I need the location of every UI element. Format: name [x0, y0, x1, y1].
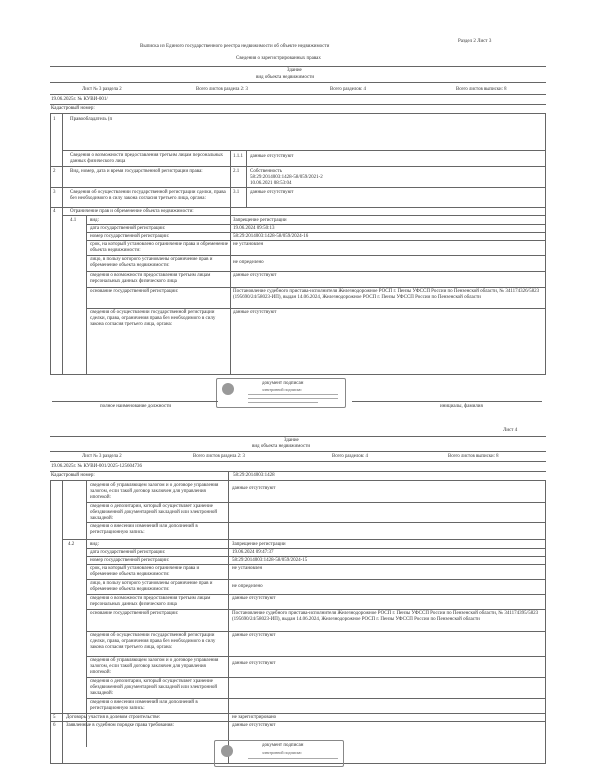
- restriction-label: основание государственной регистрации:: [90, 611, 179, 616]
- row-number: 1: [53, 117, 56, 122]
- row-subnumber: 3.1: [233, 190, 240, 195]
- restriction-label: сведения о депозитарии, который осуществляет хранение обездвиженной документарной закладной или электронной закладной:: [90, 679, 218, 696]
- restriction-subnumber: 4.2: [68, 542, 75, 547]
- sections-total: Всего разделов: 4: [332, 454, 368, 459]
- restriction-label: сведения об осуществлении государственной регистрации сделки, права, ограничения права без необходимого в силу закона согласия третьего лица, органа:: [90, 633, 216, 650]
- row-value: не зарегистрировано: [232, 715, 277, 720]
- restriction-subnumber: 4.1: [70, 218, 77, 223]
- restriction-value: 19.06.2024 09:50:13: [233, 226, 275, 231]
- restriction-label: номер государственной регистрации:: [90, 558, 170, 563]
- document-title: Выписка из Единого государственного реестра недвижимости об объекте недвижимости: [140, 44, 330, 49]
- restriction-value: не установлен: [233, 242, 264, 247]
- sheets-total: Всего листов выписки: 8: [456, 87, 507, 92]
- restriction-label: сведения о возможности предоставления третьим лицам персональных данных физического лица: [90, 596, 211, 607]
- restriction-label: вид:: [90, 542, 99, 547]
- sheets-total: Всего листов выписки: 8: [448, 454, 499, 459]
- restriction-value: Постановление судебного пристава-исполнителя Железнодорожное РОСП г. Пензы УФССП России по Пензенской области, № 341174395/5823 (195690/24/58023-ИП), выдан 14.06.2024, Железнодорожное РОСП г. Пензы УФССП России по Пензенской области: [232, 611, 539, 622]
- restriction-label: основание государственной регистрации:: [90, 289, 179, 294]
- stamp-subtitle: электронной подписью: [262, 387, 302, 392]
- row-subnumber: 1.1.1: [233, 154, 243, 159]
- row-label: Сведения об осуществлении государственной регистрации сделки, права без необходимого в силу закона согласия третьего лица, органа:: [70, 190, 226, 201]
- restriction-value: данные отсутствуют: [233, 273, 277, 278]
- cadastral-label: Кадастровый номер:: [51, 473, 95, 478]
- restriction-value: Запрещение регистрации: [233, 218, 287, 223]
- cadastral-label: Кадастровый номер:: [51, 106, 95, 111]
- row-value: данные отсутствуют: [232, 723, 276, 728]
- page-label: Раздел 2 Лист 3: [458, 39, 492, 44]
- stamp-title: документ подписан: [262, 743, 304, 748]
- restriction-value: Постановление судебного пристава-исполнителя Железнодорожное РОСП г. Пензы УФССП России по Пензенской области, № 341174326/5823 (195690/24/58023-ИП), выдан 14.06.2024, Железнодорожное РОСП г. Пензы УФССП России по Пензенской области: [233, 289, 540, 300]
- restriction-value: 58:29:2014003:1428-58/059/2024-15: [232, 558, 308, 563]
- row-number: 2: [53, 169, 56, 174]
- restriction-label: сведения о внесении изменений или дополнений в регистрационную запись:: [90, 700, 198, 711]
- row-subnumber: 2.1: [233, 169, 240, 174]
- section-title: Сведения о зарегистрированных правах: [236, 56, 321, 61]
- restriction-value: данные отсутствуют: [232, 596, 276, 601]
- object-kind-label: вид объекта недвижимости: [256, 75, 315, 80]
- restriction-label: сведения о возможности предоставления третьим лицам персональных данных физического лица: [90, 273, 211, 284]
- row-label: Правообладатель (п: [70, 117, 113, 122]
- restriction-label: сведения о депозитарии, который осуществляет хранение обездвиженной документарной закладной или электронной закладной:: [90, 504, 218, 521]
- extract-date-number: 19.06.2025г. № КУВИ-001/: [51, 97, 108, 102]
- row-number: 4: [53, 209, 56, 214]
- restriction-label: вид:: [90, 218, 99, 223]
- restriction-label: срок, на который установлено ограничение права и обременение объекта недвижимости:: [90, 566, 200, 577]
- sheets-in-section: Всего листов раздела 2: 3: [196, 87, 248, 92]
- sections-total: Всего разделов: 4: [330, 87, 366, 92]
- restriction-label: лицо, в пользу которого установлены ограничение прав и обременение объекта недвижимости:: [90, 257, 213, 268]
- sheets-in-section: Всего листов раздела 2: 3: [193, 454, 245, 459]
- restriction-value: не установлен: [232, 566, 263, 571]
- name-label: инициалы, фамилия: [440, 404, 483, 409]
- stamp-title: документ подписан: [262, 381, 304, 386]
- coat-of-arms-icon: [221, 745, 233, 757]
- object-type: Здание: [287, 68, 302, 73]
- restriction-value: 58:29:2014003:1428-58/059/2024-16: [233, 234, 309, 239]
- row-number: 5: [53, 715, 56, 720]
- restriction-label: срок, на который установлено ограничение права и обременение объекта недвижимости:: [90, 242, 228, 253]
- row-number: 6: [53, 723, 56, 728]
- coat-of-arms-icon: [222, 383, 234, 395]
- restriction-value: данные отсутствуют: [233, 310, 277, 315]
- sheet-label: Лист 4: [503, 428, 518, 433]
- row-label: Ограничение прав и обременение объекта недвижимости:: [70, 209, 194, 214]
- restriction-label: номер государственной регистрации:: [90, 234, 170, 239]
- restriction-value: не определено: [233, 260, 264, 265]
- restriction-label: лицо, в пользу которого установлены ограничение прав и обременение объекта недвижимости:: [90, 581, 213, 592]
- row-number: 3: [53, 190, 56, 195]
- row-value: данные отсутствуют: [250, 154, 294, 159]
- object-kind-label: вид объекта недвижимости: [252, 444, 311, 449]
- restriction-label: сведения о внесении изменений или дополнений в регистрационную запись:: [90, 524, 198, 535]
- restriction-label: сведения об управляющем залогом и о договоре управления залогом, если такой договор заключен для управления ипотекой:: [90, 483, 219, 500]
- extract-date-number: 19.06.2025г. № КУВИ-001/2025-125604736: [51, 464, 142, 469]
- position-label: полное наименование должности: [100, 404, 172, 409]
- restriction-value: Запрещение регистрации: [232, 542, 286, 547]
- row-label: Заявленные в судебном порядке права требования:: [66, 723, 174, 728]
- object-type: Здание: [284, 438, 299, 443]
- row-label: Сведения о возможности предоставления третьим лицам персональных данных физического лица: [70, 153, 224, 164]
- row-label: Договоры участия в долевом строительстве:: [66, 715, 161, 720]
- sheet-number: Лист № 3 раздела 2: [82, 87, 122, 92]
- row-label: Вид, номер, дата и время государственной регистрации права:: [70, 169, 203, 174]
- restriction-label: дата государственной регистрации:: [90, 550, 166, 555]
- restriction-value: данные отсутствуют: [232, 633, 276, 638]
- stamp-subtitle: электронной подписью: [262, 750, 302, 755]
- cadastral-number: 58:29:2014003:1428: [233, 473, 275, 478]
- row-value: данные отсутствуют: [250, 190, 294, 195]
- sheet-number: Лист № 3 раздела 2: [82, 454, 122, 459]
- restriction-label: сведения об осуществлении государственной регистрации сделки, права, ограничения права без необходимого в силу закона согласия третьего лица, органа:: [90, 310, 216, 327]
- row-value: Собственность 58:29:2014003:1428-58/059/2021-2 10.06.2021 08:53:04: [250, 169, 323, 186]
- restriction-label: сведения об управляющем залогом и о договоре управления залогом, если такой договор заключен для управления ипотекой:: [90, 658, 219, 675]
- restriction-value: не определено: [232, 584, 263, 589]
- restriction-value: данные отсутствуют: [232, 486, 276, 491]
- restriction-value: 19.06.2024 09:47:37: [232, 550, 274, 555]
- restriction-value: данные отсутствуют: [232, 661, 276, 666]
- restriction-label: дата государственной регистрации:: [90, 226, 166, 231]
